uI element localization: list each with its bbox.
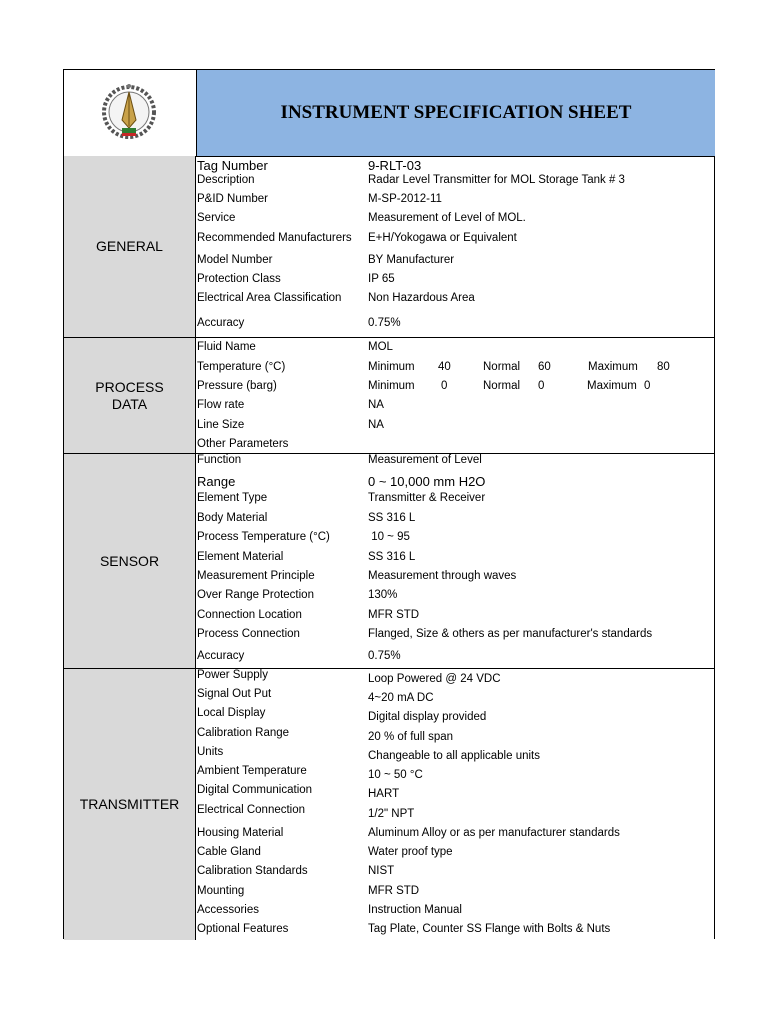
param-value: Measurement of Level of MOL.: [368, 212, 526, 224]
param-label: Mounting: [197, 885, 245, 897]
normal-label: Normal: [483, 380, 521, 392]
param-value: Aluminum Alloy or as per manufacturer standards: [368, 827, 620, 839]
param-value: Water proof type: [368, 846, 453, 858]
param-value: E+H/Yokogawa or Equivalent: [368, 232, 517, 244]
normal-value: 0: [538, 380, 545, 392]
param-label: P&ID Number: [197, 193, 268, 205]
param-label: Housing Material: [197, 827, 284, 839]
param-value: MOL: [368, 341, 393, 353]
section-general: [64, 156, 714, 338]
param-value: Measurement through waves: [368, 570, 517, 582]
min-value: 0: [441, 380, 448, 392]
param-label: Element Type: [197, 492, 268, 504]
section-label-sensor: SENSOR: [64, 454, 196, 668]
param-value: NA: [368, 419, 384, 431]
param-value: Radar Level Transmitter for MOL Storage Tank # 3: [368, 174, 625, 186]
section-transmitter: [64, 669, 714, 940]
param-label: Process Connection: [197, 628, 300, 640]
param-label: Measurement Principle: [197, 570, 315, 582]
param-label: Calibration Standards: [197, 865, 308, 877]
logo-cell: [64, 70, 197, 156]
param-label: Range: [197, 474, 236, 489]
param-label: Ambient Temperature: [197, 765, 307, 777]
param-label: Fluid Name: [197, 341, 256, 353]
param-label: Signal Out Put: [197, 688, 272, 700]
normal-value: 60: [538, 361, 551, 373]
spec-sheet: [63, 69, 715, 939]
param-value: HART: [368, 788, 400, 800]
max-label: Maximum: [587, 380, 637, 392]
param-label: Power Supply: [197, 669, 268, 681]
section-process-data: [64, 338, 714, 454]
param-value: MFR STD: [368, 609, 420, 621]
section-label-process-data: PROCESS DATA: [64, 338, 196, 453]
param-value: Non Hazardous Area: [368, 292, 475, 304]
sheet-header: [64, 70, 714, 157]
param-label: Recommended Manufacturers: [197, 232, 352, 244]
param-label: Service: [197, 212, 236, 224]
param-value: Digital display provided: [368, 711, 487, 723]
param-value: Loop Powered @ 24 VDC: [368, 673, 501, 685]
param-value: SS 316 L: [368, 512, 416, 524]
param-label: Body Material: [197, 512, 268, 524]
param-value: MFR STD: [368, 885, 420, 897]
param-value: 1/2" NPT: [368, 808, 415, 820]
param-value: 4~20 mA DC: [368, 692, 434, 704]
param-label: Process Temperature (°C): [197, 531, 330, 543]
min-label: Minimum: [368, 361, 415, 373]
max-value: 0: [644, 380, 651, 392]
param-value: 10 ~ 95: [368, 531, 410, 543]
param-value: 130%: [368, 589, 398, 601]
param-label: Accuracy: [197, 317, 245, 329]
param-value: Flanged, Size & others as per manufacturer's standards: [368, 628, 653, 640]
param-label: Other Parameters: [197, 438, 289, 450]
param-label: Tag Number: [197, 158, 268, 173]
param-label: Electrical Area Classification: [197, 292, 342, 304]
param-value: IP 65: [368, 273, 395, 285]
param-label: Calibration Range: [197, 727, 290, 739]
param-label: Accuracy: [197, 650, 245, 662]
param-label: Local Display: [197, 707, 266, 719]
param-value: 0.75%: [368, 317, 401, 329]
company-logo-icon: [98, 80, 160, 142]
max-label: Maximum: [588, 361, 638, 373]
param-value: NA: [368, 399, 384, 411]
param-value: M-SP-2012-11: [368, 193, 442, 205]
sheet-title: INSTRUMENT SPECIFICATION SHEET: [280, 102, 632, 123]
param-label: Flow rate: [197, 399, 245, 411]
param-value: SS 316 L: [368, 551, 416, 563]
param-label: Optional Features: [197, 923, 289, 935]
param-label: Temperature (°C): [197, 361, 286, 373]
param-label: Element Material: [197, 551, 284, 563]
title-cell: [197, 70, 715, 156]
param-label: Accessories: [197, 904, 259, 916]
param-label: Function: [197, 454, 242, 466]
param-value: 0.75%: [368, 650, 401, 662]
param-value: Transmitter & Receiver: [368, 492, 486, 504]
section-label-general: GENERAL: [64, 156, 196, 337]
param-value: Measurement of Level: [368, 454, 482, 466]
param-value: 10 ~ 50 °C: [368, 769, 423, 781]
param-label: Description: [197, 174, 255, 186]
param-label: Line Size: [197, 419, 245, 431]
param-label: Model Number: [197, 254, 273, 266]
section-sensor: [64, 454, 714, 669]
max-value: 80: [657, 361, 670, 373]
min-value: 40: [438, 361, 451, 373]
param-label: Cable Gland: [197, 846, 261, 858]
param-label: Connection Location: [197, 609, 302, 621]
param-label: Protection Class: [197, 273, 281, 285]
param-value: 20 % of full span: [368, 731, 454, 743]
param-label: Over Range Protection: [197, 589, 314, 601]
param-label: Electrical Connection: [197, 804, 306, 816]
min-label: Minimum: [368, 380, 415, 392]
param-label: Digital Communication: [197, 784, 313, 796]
normal-label: Normal: [483, 361, 521, 373]
section-label-transmitter: TRANSMITTER: [64, 669, 196, 940]
param-value: Changeable to all applicable units: [368, 750, 540, 762]
param-label: Units: [197, 746, 224, 758]
param-label: Pressure (barg): [197, 380, 277, 392]
param-value: Instruction Manual: [368, 904, 462, 916]
param-value: BY Manufacturer: [368, 254, 455, 266]
param-value: 0 ~ 10,000 mm H2O: [368, 474, 486, 489]
param-value: 9-RLT-03: [368, 158, 422, 173]
param-value: NIST: [368, 865, 395, 877]
param-value: Tag Plate, Counter SS Flange with Bolts & Nuts: [368, 923, 611, 935]
